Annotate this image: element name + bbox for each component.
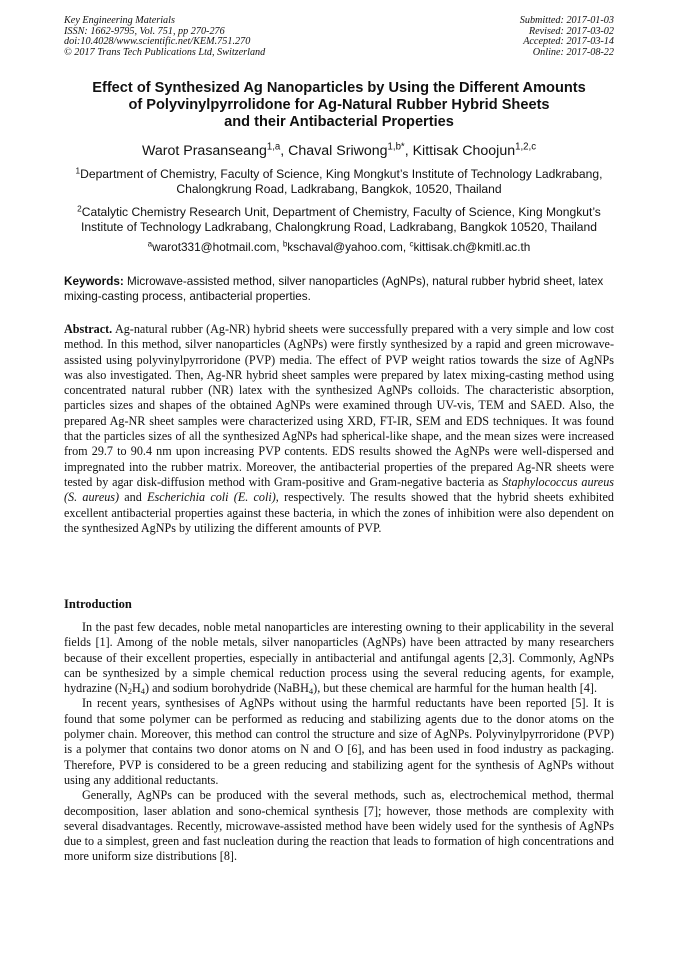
email-list: $^a$warot331@hotmail.com, $^b$kschaval@yahoo.com, $^c$kittisak.ch@kmitl.ac.th xyxy=(147,239,531,254)
submitted-date: Submitted: 2017-01-03 xyxy=(519,15,614,26)
affiliation-line: Chalongkrung Road, Ladkrabang, Bangkok, 10520, Thailand xyxy=(176,182,502,197)
doi-line[interactable]: doi:10.4028/www.scientific.net/KEM.751.270 xyxy=(64,36,251,48)
author-name: Warot Prasanseang xyxy=(141,143,267,159)
introduction-heading: Introduction xyxy=(64,597,132,611)
species-name: Staphylococcus aureus (S. aureus) xyxy=(64,474,614,505)
affiliation-line: $^1$Department of Chemistry, Faculty of Science, King Mongkut’s Institute of Technology Ladkrabang, xyxy=(75,166,603,181)
copyright-line: © 2017 Trans Tech Publications Ltd, Switzerland xyxy=(64,46,266,58)
species-name: Escherichia coli (E. coli) xyxy=(147,490,276,505)
affiliation-line: $^2$Catalytic Chemistry Research Unit, Department of Chemistry, Faculty of Science, King Mongkut’s xyxy=(77,204,601,219)
email-marker: c xyxy=(409,239,414,249)
author-separator: , xyxy=(404,143,413,159)
title-line: of Polyvinylpyrrolidone for Ag-Natural Rubber Hybrid Sheets xyxy=(128,97,550,114)
author-separator: , xyxy=(280,143,289,159)
online-date: Online: 2017-08-22 xyxy=(532,46,614,58)
paper-title xyxy=(40,80,638,132)
email-marker: a xyxy=(147,239,153,249)
email-address[interactable]: kittisak.ch@kmitl.ac.th xyxy=(413,240,531,254)
paragraph: Generally, AgNPs can be produced with the several methods, such as, electrochemical method, thermal decomposition, laser ablation and sono-chemical synthesis [7]; however, those methods are complexity with several disadvantages. Recently, microwave-assisted method have been widely used for the synthesis of AgNPs due to a simplest, green and fast nucleation during the reaction that leads to formation of high concentrations and more uniform size distributions [8]. xyxy=(64,788,614,864)
author-affiliation-marker: 1,b* xyxy=(387,141,405,153)
affiliation-line: Institute of Technology Ladkrabang, Chalongkrung Road, Ladkrabang, Bangkok 10520, Thailand xyxy=(81,220,597,235)
journal-header-left xyxy=(64,16,265,58)
author-affiliation-marker: 1,2,c xyxy=(515,141,537,153)
abstract-block: Abstract. Ag-natural rubber (Ag-NR) hybrid sheets were successfully prepared with a very simple and low cost method. In this method, silver nanoparticles (AgNPs) were firstly synthesized by a rapid and green microwave-assisted using polyvinylpyrroridone (PVP) media. The effect of PVP weight ratios towards the size of AgNPs was also investigated. Then, Ag-NR hybrid sheet samples were prepared by latex mixing-casting method using concentrated natural rubber (NR) latex with the synthesized AgNPs colloids. The characteristic absorption, particles sizes and shapes of the obtained AgNPs were examined through UV-vis, TEM and SAED. Also, the prepared Ag-NR sheet samples were characterized using XRD, FT-IR, SEM and EDS techniques. It was found that the particles sizes of all the synthesized AgNPs had spherical-like shape, and the mean sizes were increased from 29.7 to 90.4 nm upon increasing PVP contents. EDS results showed the AgNPs were well-dispersed and impregnated into the rubber matrix. Moreover, the antibacterial properties of the prepared Ag-NR sheets were tested by agar disk-diffusion method with Gram-positive and Gram-negative bacteria as Staphylococcus aureus (S. aureus) and Escherichia coli (E. coli), respectively. The results showed that the hybrid sheets exhibited excellent antibacterial properties against these bacteria, in which the zones of inhibition were also dependent on the synthesized AgNPs by utilizing the different amounts of PVP. xyxy=(64,322,614,535)
title-line: and their Antibacterial Properties xyxy=(224,114,454,131)
journal-header-right xyxy=(520,16,614,58)
affiliation-marker: 1 xyxy=(75,166,81,176)
journal-name: Key Engineering Materials xyxy=(64,15,175,26)
abstract-label: Abstract. xyxy=(64,322,113,336)
keywords-label: Keywords: xyxy=(64,275,124,288)
revised-date: Revised: 2017-03-02 xyxy=(528,25,614,37)
author-affiliation-marker: 1,a xyxy=(266,141,281,153)
keywords-block xyxy=(64,274,614,304)
email-address[interactable]: warot331@hotmail.com xyxy=(152,240,277,254)
author-name: Chaval Sriwong xyxy=(288,143,388,159)
accepted-date: Accepted: 2017-03-14 xyxy=(523,36,614,48)
paragraph: In recent years, synthesises of AgNPs without using the harmful reductants have been reported [5]. It is found that some polymer can be performed as reducing and stabilizing agents due to the donor atoms on the polymer chain. Moreover, this method can control the structure and size of AgNPs. Polyvinylpyrroridone (PVP) is a polymer that contains two donor atoms on N and O [6], and has been used in food industry as packaging. Therefore, PVP is considered to be a green reducing and stabilizing agent for the synthesis of AgNPs without using any additional reductants. xyxy=(64,696,614,787)
author-name: Kittisak Choojun xyxy=(412,143,516,159)
introduction-body xyxy=(64,620,614,865)
title-line: Effect of Synthesized Ag Nanoparticles by Using the Different Amounts xyxy=(92,80,586,96)
affiliation-marker: 2 xyxy=(77,204,82,214)
email-marker: b xyxy=(282,239,288,249)
paragraph: In the past few decades, noble metal nanoparticles are interesting owning to their applicability in the several fields [1]. Among of the noble metals, silver nanoparticles (AgNPs) have been attracted by many researchers because of their excellent properties, especially in antibacterial and antifungal agents [2,3]. Commonly, AgNPs can be synthesized by a simple chemical reduction process using the several reducing agents, for example, hydrazine $(N_2H_4)$ and sodium borohydride (NaBH$_4$), but these chemical are harmful for the human health [4]. xyxy=(64,620,614,697)
affiliation-2 xyxy=(50,205,628,236)
issn-line: ISSN: 1662-9795, Vol. 751, pp 270-276 xyxy=(64,25,225,37)
keywords-text: Microwave-assisted method, silver nanoparticles (AgNPs), natural rubber hybrid sheet, latex mixing-casting process, antibacterial properties. xyxy=(64,275,604,304)
author-list xyxy=(40,142,638,160)
email-address[interactable]: kschaval@yahoo.com xyxy=(287,240,403,254)
affiliation-1 xyxy=(50,167,628,198)
